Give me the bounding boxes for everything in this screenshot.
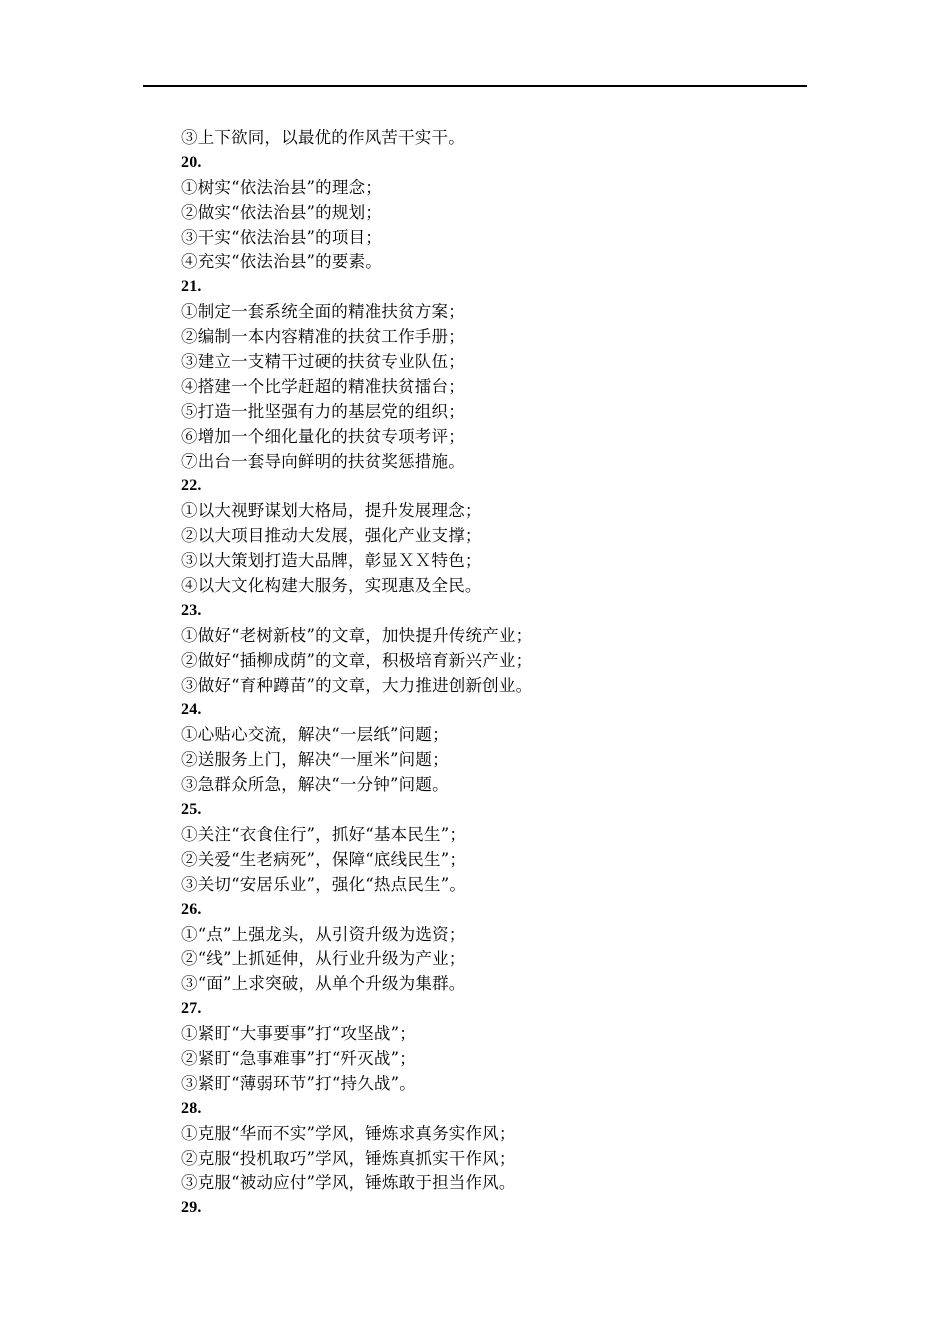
list-item: ③克服“被动应付”学风，锤炼敢于担当作风。 — [181, 1173, 516, 1193]
list-item: ①“点”上强龙头，从引资升级为选资； — [181, 924, 466, 944]
list-item: ③紧盯“薄弱环节”打“持久战”。 — [181, 1073, 416, 1093]
list-item: ③“面”上求突破，从单个升级为集群。 — [181, 974, 466, 994]
header-rule — [143, 85, 807, 87]
section-number: 29. — [181, 1199, 202, 1217]
list-item: ①以大视野谋划大格局，提升发展理念； — [181, 501, 482, 521]
list-item: ⑥增加一个细化量化的扶贫专项考评； — [181, 426, 465, 446]
list-item: ③上下欲同，以最优的作风苦干实干。 — [181, 128, 465, 147]
section-number: 20. — [181, 153, 202, 171]
list-item: ③以大策划打造大品牌，彰显ＸＸ特色； — [181, 551, 482, 571]
section-number: 22. — [181, 477, 202, 495]
list-item: ②送服务上门，解决“一厘米”问题； — [181, 750, 449, 770]
list-item: ③急群众所急，解决“一分钟”问题。 — [181, 775, 449, 795]
section-number: 28. — [181, 1099, 202, 1117]
list-item: ④搭建一个比学赶超的精准扶贫擂台； — [181, 376, 465, 396]
list-item: ②做实“依法治县”的规划； — [181, 202, 382, 222]
list-item: ①关注“衣食住行”，抓好“基本民生”； — [181, 824, 467, 844]
list-item: ④以大文化构建大服务，实现惠及全民。 — [181, 576, 482, 596]
list-item: ①克服“华而不实”学风，锤炼求真务实作风； — [181, 1123, 516, 1143]
section-number: 27. — [181, 1000, 202, 1018]
list-item: ③做好“育种蹲苗”的文章，大力推进创新创业。 — [181, 675, 533, 695]
document-body — [181, 126, 801, 1221]
list-item: ③关切“安居乐业”，强化“热点民生”。 — [181, 874, 467, 894]
list-item: ②以大项目推动大发展，强化产业支撑； — [181, 526, 482, 546]
list-item: ③建立一支精干过硬的扶贫专业队伍； — [181, 352, 465, 372]
list-item: ②紧盯“急事难事”打“歼灭战”； — [181, 1048, 416, 1068]
list-item: ⑦出台一套导向鲜明的扶贫奖惩措施。 — [181, 451, 465, 471]
list-item: ③干实“依法治县”的项目； — [181, 227, 382, 247]
list-item: ④充实“依法治县”的要素。 — [181, 252, 382, 272]
section-number: 23. — [181, 601, 202, 619]
section-number: 21. — [181, 278, 202, 296]
section-number: 25. — [181, 801, 202, 819]
section-number: 24. — [181, 701, 202, 719]
list-item: ②关爱“生老病死”，保障“底线民生”； — [181, 849, 467, 869]
list-item: ⑤打造一批坚强有力的基层党的组织； — [181, 401, 465, 421]
list-item: ②克服“投机取巧”学风，锤炼真抓实干作风； — [181, 1148, 516, 1168]
list-item: ①做好“老树新枝”的文章，加快提升传统产业； — [181, 625, 533, 645]
list-item: ①紧盯“大事要事”打“攻坚战”； — [181, 1024, 416, 1044]
list-item: ①树实“依法治县”的理念； — [181, 177, 382, 197]
list-item: ②编制一本内容精准的扶贫工作手册； — [181, 327, 465, 347]
section-number: 26. — [181, 900, 202, 918]
list-item: ①制定一套系统全面的精准扶贫方案； — [181, 302, 465, 322]
list-item: ①心贴心交流，解决“一层纸”问题； — [181, 725, 449, 745]
list-item: ②“线”上抓延伸，从行业升级为产业； — [181, 949, 466, 969]
list-item: ②做好“插柳成荫”的文章，积极培育新兴产业； — [181, 650, 533, 670]
